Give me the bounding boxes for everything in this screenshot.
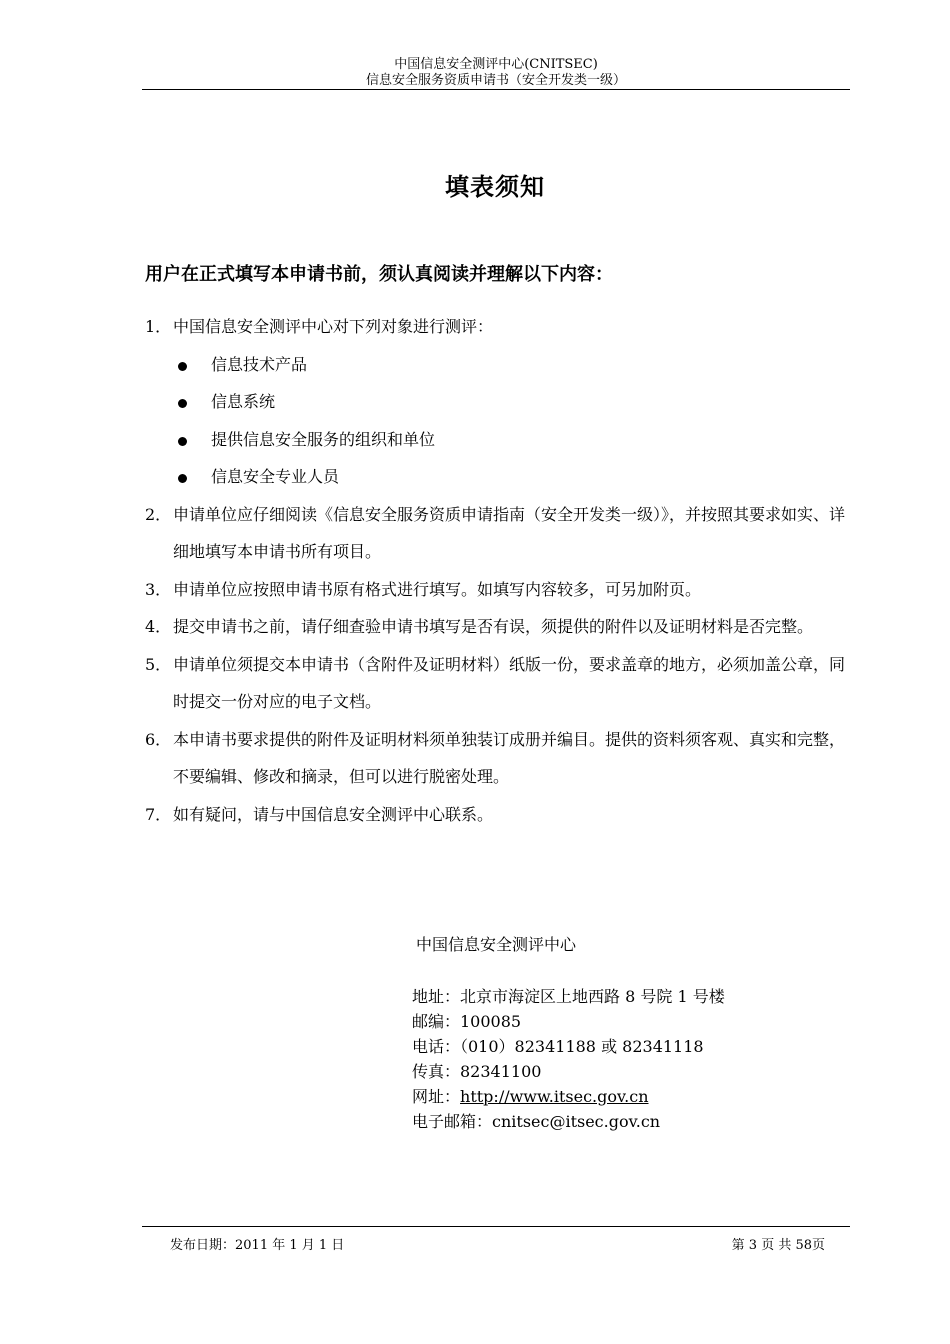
item-text: 申请单位应按照申请书原有格式进行填写。如填写内容较多，可另加附页。 [173,579,702,599]
publish-date: 发布日期：2011 年 1 月 1 日 [170,1238,345,1253]
item-number: 7． [145,804,172,824]
bullet-item [145,421,851,459]
bullet-item [145,383,851,421]
item-text: 申请单位须提交本申请书（含附件及证明材料）纸版一份，要求盖章的地方，必须加盖公章，同时提交一份对应的电子文档。 [173,654,846,711]
item-text: 如有疑问，请与中国信息安全测评中心联系。 [173,804,494,824]
contact-org: 中国信息安全测评中心 [416,935,577,954]
item-text: 申请单位应仔细阅读《信息安全服务资质申请指南（安全开发类一级）》，并按照其要求如实、详细地填写本申请书所有项目。 [173,504,846,561]
intro-heading: 用户在正式填写本申请书前，须认真阅读并理解以下内容： [145,264,613,285]
header-divider [142,89,850,90]
bullet-text: 提供信息安全服务的组织和单位 [211,429,436,449]
website-link[interactable]: http://www.itsec.gov.cn [460,1087,649,1106]
bullet-icon [178,399,187,408]
bullet-item [145,458,851,496]
bullet-icon [178,437,187,446]
footer-divider [142,1226,850,1227]
item-number: 3． [145,579,172,599]
header-line-1: 中国信息安全测评中心(CNITSEC) [394,57,598,72]
list-item [145,721,851,796]
bullet-text: 信息系统 [211,392,276,411]
instructions-list [145,308,851,833]
list-item [145,608,851,646]
bullet-item [145,346,851,384]
item-number: 6． [145,729,172,749]
bullet-text: 信息安全专业人员 [211,467,340,486]
bullet-icon [178,474,187,483]
contact-email: 电子邮箱：cnitsec@itsec.gov.cn [412,1112,661,1131]
bullet-text: 信息技术产品 [211,354,308,374]
item-number: 1． [145,317,172,336]
contact-block [412,933,725,1134]
list-item [145,496,851,571]
header-line-2: 信息安全服务资质申请书（安全开发类一级） [365,73,626,88]
list-item [145,646,851,721]
item-text: 中国信息安全测评中心对下列对象进行测评： [173,317,494,336]
page-header [142,57,850,89]
contact-fax: 传真：82341100 [412,1062,542,1081]
list-item [145,796,851,834]
contact-postcode: 邮编：100085 [412,1012,522,1031]
item-number: 2． [145,504,172,524]
item-number: 4． [145,617,172,636]
list-item [145,308,851,346]
contact-address: 地址：北京市海淀区上地西路 8 号院 1 号楼 [412,987,725,1006]
page-title: 填表须知 [445,173,545,201]
list-item [145,571,851,609]
page-number: 第 3 页 共 58页 [731,1238,825,1253]
item-number: 5． [145,654,172,674]
contact-phone: 电话：（010）82341188 或 82341118 [412,1037,704,1056]
contact-website [412,1084,725,1109]
website-label: 网址： [412,1087,461,1106]
bullet-icon [178,362,187,371]
item-text: 提交申请书之前，请仔细查验申请书填写是否有误，须提供的附件以及证明材料是否完整。 [173,617,814,636]
item-text: 本申请书要求提供的附件及证明材料须单独装订成册并编目。提供的资料须客观、真实和完整，不要编辑、修改和摘录，但可以进行脱密处理。 [173,729,846,786]
